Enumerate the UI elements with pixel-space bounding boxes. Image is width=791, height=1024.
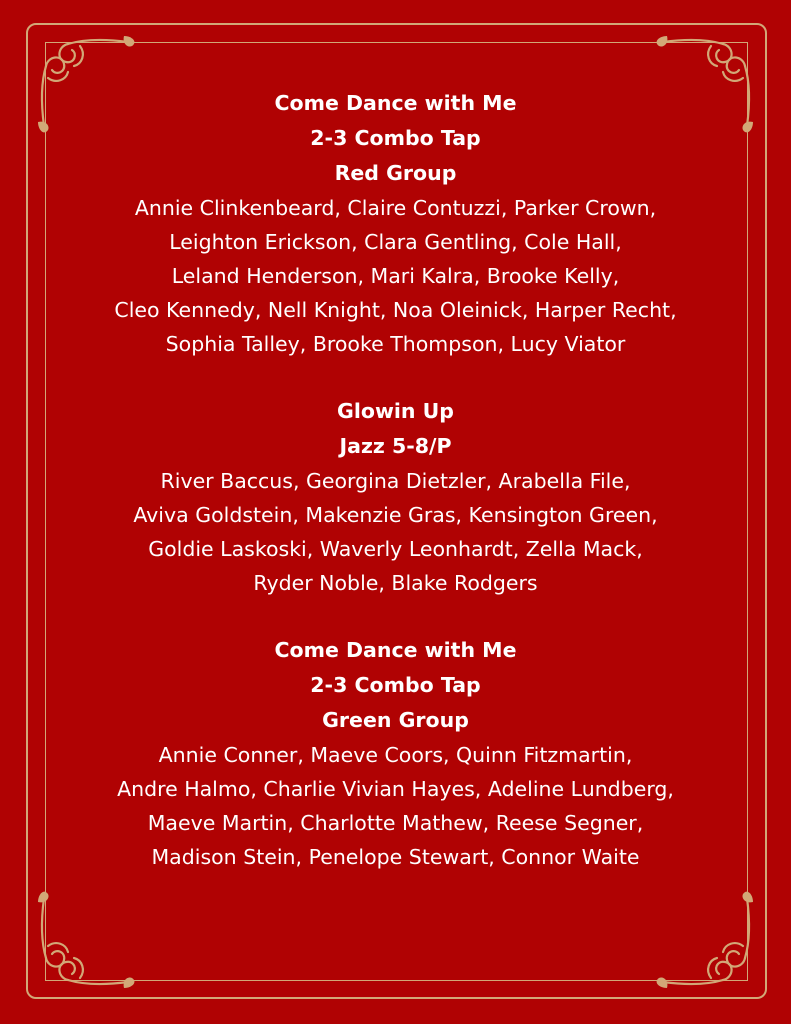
dancer-names-list [50,738,741,874]
dancer-names-line: Cleo Kennedy, Nell Knight, Noa Oleinick, Harper Recht, [114,298,677,322]
dancer-names-list [50,191,741,361]
dancer-names-line: Ryder Noble, Blake Rodgers [253,571,538,595]
dancer-names-line: Maeve Martin, Charlotte Mathew, Reese Segner, [147,811,644,835]
dance-section [50,633,741,874]
dancer-names-line: Aviva Goldstein, Makenzie Gras, Kensington Green, [133,503,658,527]
dance-section [50,86,741,361]
dancer-names-line: Andre Halmo, Charlie Vivian Hayes, Adeline Lundberg, [117,777,674,801]
dancer-names-line: Leighton Erickson, Clara Gentling, Cole Hall, [169,230,622,254]
dancer-names-list [50,464,741,600]
dance-class: 2-3 Combo Tap [310,673,481,697]
dancer-names-line: Annie Conner, Maeve Coors, Quinn Fitzmartin, [158,743,633,767]
dance-group: Green Group [322,708,469,732]
dancer-names-line: Goldie Laskoski, Waverly Leonhardt, Zella Mack, [148,537,643,561]
dance-title: Glowin Up [337,399,454,423]
dance-title: Come Dance with Me [274,638,517,662]
dance-section [50,394,741,600]
dance-class: Jazz 5-8/P [339,434,452,458]
dance-title: Come Dance with Me [274,91,517,115]
dancer-names-line: Madison Stein, Penelope Stewart, Connor Waite [151,845,640,869]
dancer-names-line: River Baccus, Georgina Dietzler, Arabella File, [160,469,631,493]
dance-group: Red Group [334,161,457,185]
dancer-names-line: Annie Clinkenbeard, Claire Contuzzi, Parker Crown, [134,196,657,220]
program-content [50,86,741,907]
dancer-names-line: Sophia Talley, Brooke Thompson, Lucy Viator [165,332,626,356]
dancer-names-line: Leland Henderson, Mari Kalra, Brooke Kelly, [171,264,620,288]
dance-class: 2-3 Combo Tap [310,126,481,150]
